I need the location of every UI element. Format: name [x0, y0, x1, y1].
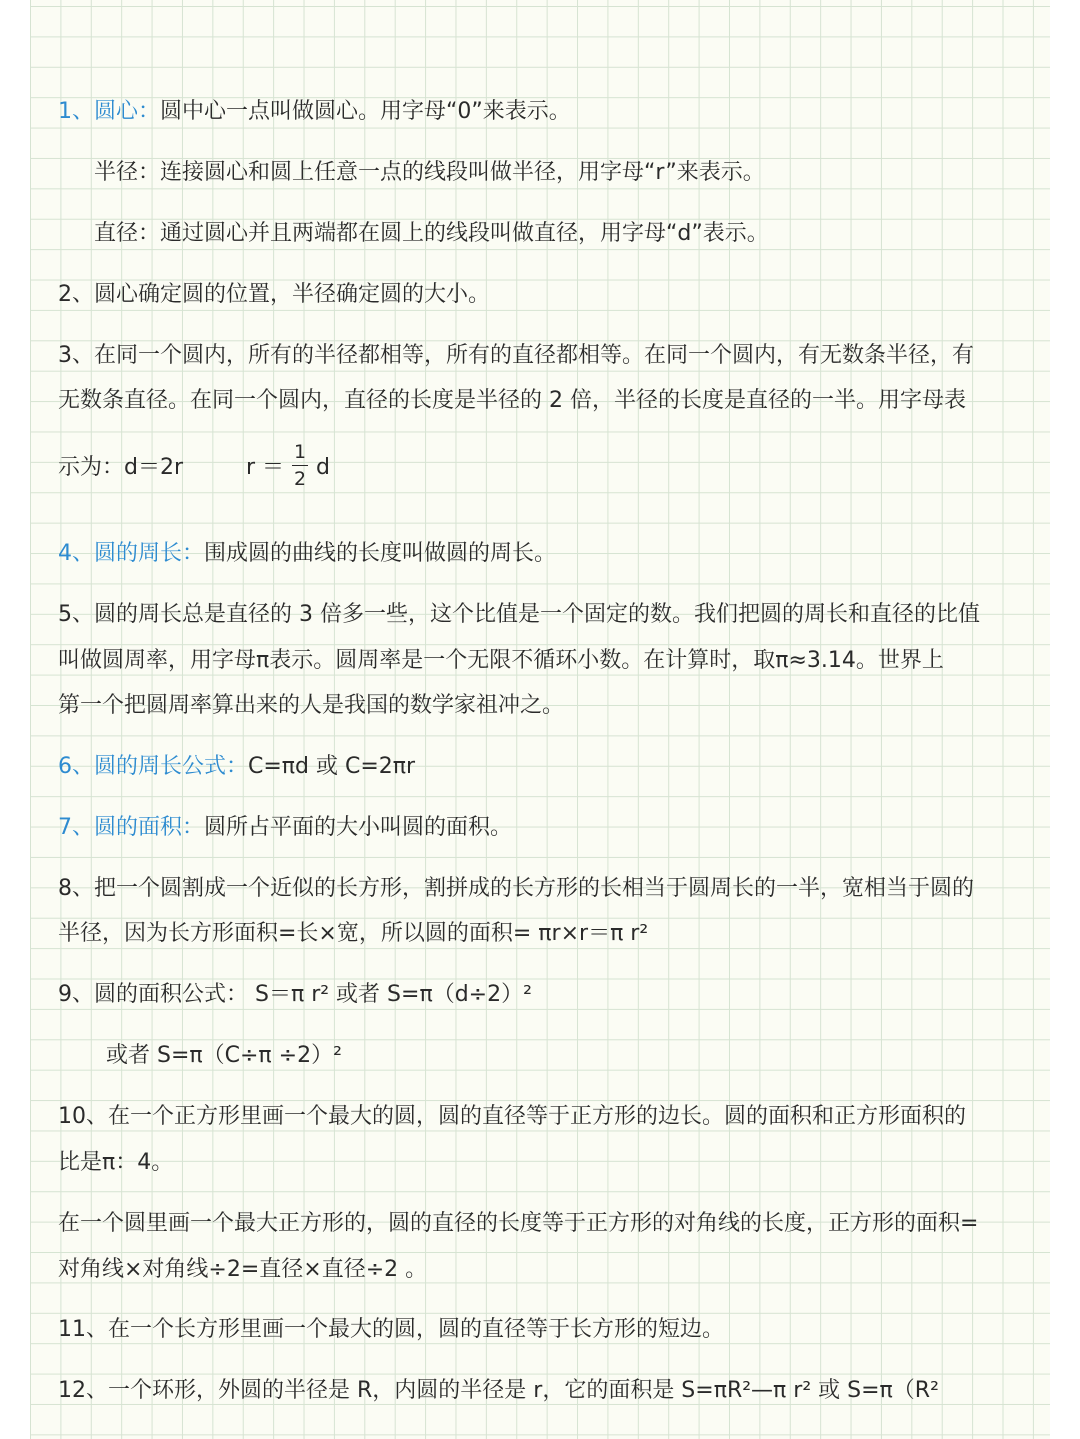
- radius-definition: 半径：连接圆心和圆上任意一点的线段叫做半径，用字母“r”来表示。: [94, 160, 765, 185]
- square-in-circle-line-2: 对角线×对角线÷2=直径×直径÷2 。: [58, 1257, 428, 1282]
- item-3-line-1: 3、在同一个圆内，所有的半径都相等，所有的直径都相等。在同一个圆内，有无数条半径，有: [58, 343, 975, 368]
- item-6: [58, 752, 415, 782]
- item-8-line-1: 8、把一个圆割成一个近似的长方形，割拼成的长方形的长相当于圆周长的一半，宽相当于圆的: [58, 876, 975, 901]
- item-7-text: 圆所占平面的大小叫圆的面积。: [204, 815, 513, 840]
- formula-r-equals: r ＝: [246, 455, 285, 480]
- item-5-line-3: 第一个把圆周率算出来的人是我国的数学家祖冲之。: [58, 693, 565, 718]
- fraction-denominator: 2: [293, 468, 307, 490]
- item-5-line-1: 5、圆的周长总是直径的 3 倍多一些，这个比值是一个固定的数。我们把圆的周长和直径的比值: [58, 602, 980, 627]
- item-4-heading: 4、圆的周长：: [58, 541, 204, 566]
- item-9-alt: 或者 S=π（C÷π ÷2）²: [106, 1043, 342, 1068]
- formula-d: d: [316, 455, 330, 480]
- item-4: [58, 539, 556, 569]
- item-1: [58, 97, 571, 127]
- item-12: 12、一个环形，外圆的半径是 R，内圆的半径是 r，它的面积是 S=πR²—π r² 或 S=π（R²: [58, 1378, 939, 1403]
- formula-d-2r: 示为：d＝2r: [58, 455, 184, 480]
- item-10-line-1: 10、在一个正方形里画一个最大的圆，圆的直径等于正方形的边长。圆的面积和正方形面积的: [58, 1104, 966, 1129]
- item-3-line-2: 无数条直径。在同一个圆内，直径的长度是半径的 2 倍，半径的长度是直径的一半。用字母表: [58, 388, 966, 413]
- fraction-numerator: 1: [293, 441, 307, 463]
- fraction-bar: [292, 465, 308, 466]
- item-6-text: C=πd 或 C=2πr: [248, 754, 416, 779]
- square-in-circle-line-1: 在一个圆里画一个最大正方形的，圆的直径的长度等于正方形的对角线的长度，正方形的面积=: [58, 1211, 979, 1236]
- item-1-heading: 1、圆心：: [58, 99, 160, 124]
- item-7: [58, 813, 512, 843]
- item-9: 9、圆的面积公式： S＝π r² 或者 S=π（d÷2）²: [58, 982, 532, 1007]
- item-6-heading: 6、圆的周长公式：: [58, 754, 248, 779]
- item-10-line-2: 比是π：4。: [58, 1150, 174, 1175]
- item-2: 2、圆心确定圆的位置，半径确定圆的大小。: [58, 282, 490, 307]
- item-4-text: 围成圆的曲线的长度叫做圆的周长。: [204, 541, 557, 566]
- fraction-one-half: [292, 440, 308, 491]
- item-1-text: 圆中心一点叫做圆心。用字母“0”来表示。: [160, 99, 571, 124]
- item-11: 11、在一个长方形里画一个最大的圆，圆的直径等于长方形的短边。: [58, 1317, 724, 1342]
- item-7-heading: 7、圆的面积：: [58, 815, 204, 840]
- item-5-line-2: 叫做圆周率，用字母π表示。圆周率是一个无限不循环小数。在计算时，取π≈3.14。世界上: [58, 648, 944, 673]
- item-8-line-2: 半径，因为长方形面积=长×宽，所以圆的面积= πr×r＝π r²: [58, 921, 649, 946]
- diameter-definition: 直径：通过圆心并且两端都在圆上的线段叫做直径，用字母“d”表示。: [94, 221, 769, 246]
